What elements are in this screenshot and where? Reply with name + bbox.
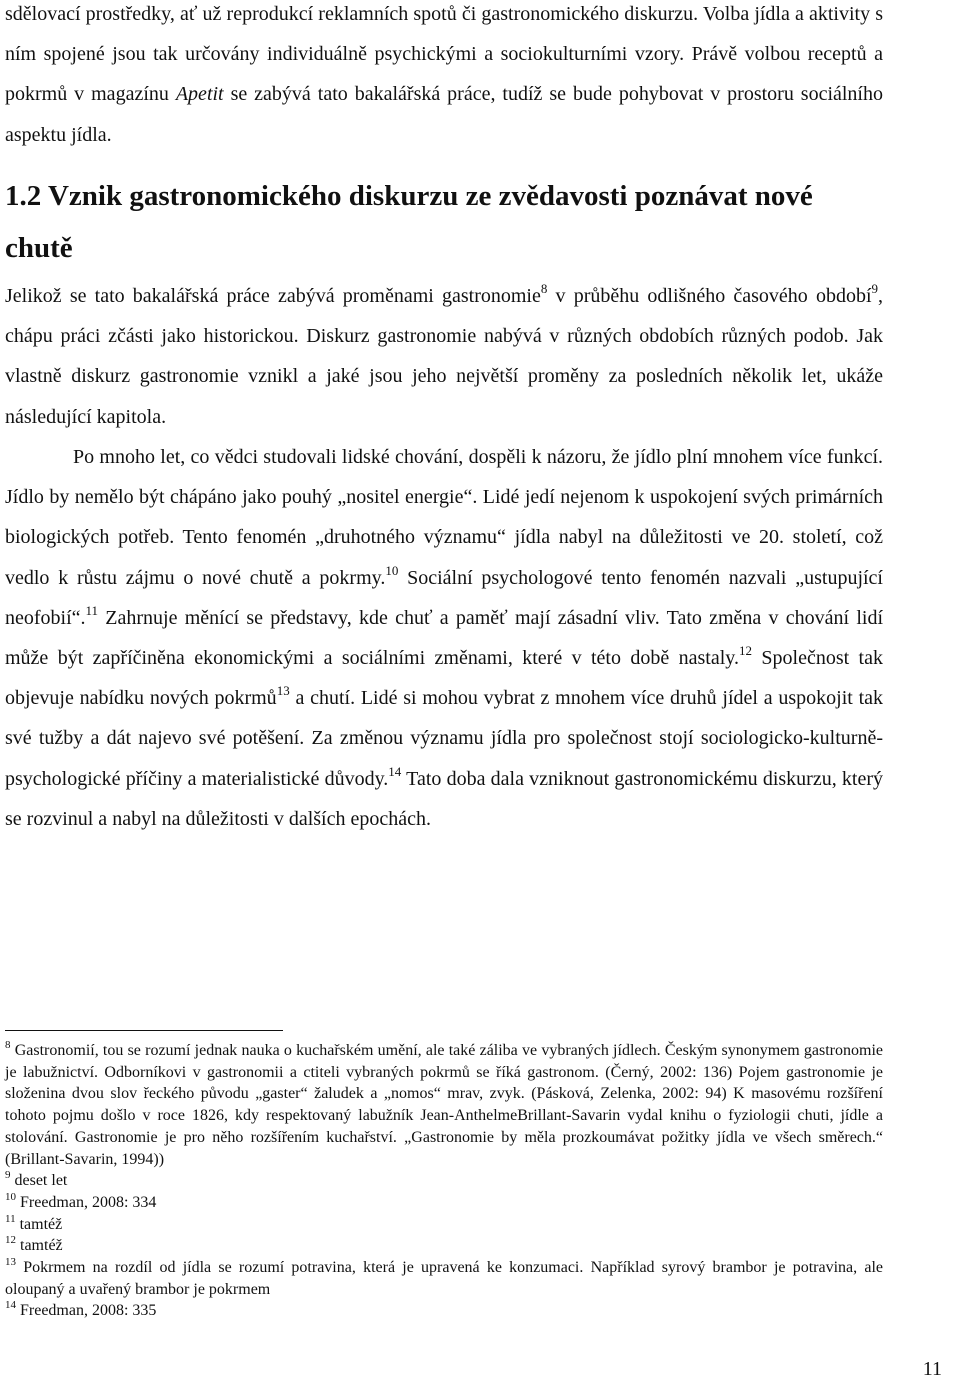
footnotes [5, 1040, 883, 1322]
magazine-title: Apetit [175, 83, 224, 106]
footnote-number: 11 [5, 1212, 16, 1225]
footnote-ref-14: 14 [388, 763, 402, 779]
footnote-number: 12 [5, 1234, 16, 1247]
page-number: 11 [922, 1358, 942, 1380]
paragraph-text: , chápu práci zčásti jako historickou. Diskurz gastronomie nabývá v různých obdobích různých podob. Jak vlastně diskurz gastronomie vznikl a jaké jsou jeho největší proměny za posledních několik let, ukáže následující kapitola. [5, 285, 884, 428]
section-heading: 1.2 Vznik gastronomického diskurzu ze zvědavosti poznávat nové chutě [5, 180, 813, 264]
footnote-11 [5, 1214, 883, 1236]
footnote-number: 10 [5, 1190, 16, 1203]
footnote-ref-8: 8 [540, 281, 548, 296]
footnote-10 [5, 1192, 883, 1214]
footnote-ref-11: 11 [85, 602, 99, 618]
footnote-text: Pokrmem na rozdíl od jídla se rozumí potravina, která je upravená ke konzumaci. Například syrový brambor je potravina, ale oloupaný a uvařený brambor je pokrmem [5, 1259, 883, 1298]
paragraph-text: Jelikož se tato bakalářská práce zabývá proměnami gastronomie [5, 285, 541, 307]
footnote-12 [5, 1235, 883, 1257]
footnote-text: tamtéž [16, 1237, 63, 1255]
paragraph-text: v průběhu odlišného časového období [547, 285, 872, 307]
footnote-text: Gastronomií, tou se rozumí jednak nauka o kuchařském umění, ale také záliba ve vybraných jídlech. Českým synonymem gastronomie je labužnictví. Odborníkovi v gastronomii a ctiteli vybraných pokrmů se říká gastronom. (Černý, 2002: 136) Pojem gastronomie je složenina dvou slov řeckého původu „gaster“ žaludek a „nomos“ mrav, zvyk. (Pásková, Zelenka, 2002: 94) K masovému rozšíření tohoto pojmu došlo v roce 1826, kdy respektovaný labužník Jean-AnthelmeBrillant-Savarin vydal knihu o fyziologii chuti, jídle a stolování. Gastronomie je pro něho rozšířením kuchařství. „Gastronomie by měla prozkoumávat požitky jídla ve všech směrech.“ (Brillant-Savarin, 1994)) [5, 1042, 883, 1168]
footnote-ref-9: 9 [871, 281, 879, 296]
footnote-text: deset let [10, 1172, 68, 1190]
intro-text: sdělovací prostředky, ať už reprodukcí reklamních spotů či gastronomického diskurzu. Volba jídla a aktivity s ním spojené jsou tak určovány individuálně psychickými a sociokulturními vzory. Právě volbou receptů a pokrmů v magazínu [5, 3, 883, 106]
paragraph-text: Po mnoho let, co vědci studovali lidské chování, dospěli k názoru, že jídlo plní mnohem více funkcí. Jídlo by nemělo být chápáno jako pouhý „nositel energie“. Lidé jedí nejenom k uspokojení svých primárních biologických potřeb. Tento fenomén „druhotného významu“ jídla nabyl na důležitosti ve 20. století, což vedlo k růstu zájmu o nové chutě a pokrmy. [5, 446, 883, 589]
footnote-9 [5, 1170, 883, 1192]
footnote-number: 9 [5, 1169, 11, 1182]
paragraph-2 [5, 437, 883, 839]
footnote-ref-10: 10 [385, 562, 399, 578]
paragraph-text: Sociální psychologové tento fenomén nazvali „ustupující neofobií“. [5, 566, 883, 629]
footnote-separator [5, 1030, 283, 1031]
footnote-text: tamtéž [15, 1215, 63, 1233]
footnote-text: Freedman, 2008: 335 [16, 1302, 157, 1320]
footnote-number: 13 [5, 1256, 16, 1269]
intro-paragraph [5, 0, 883, 155]
paragraph-text: a chutí. Lidé si mohou vybrat z mnohem více druhů jídel a uspokojit tak své tužby a dát najevo své potěšení. Za změnou významu jídla pro společnost stojí sociologicko-kulturně-psychologické příčiny a materialistické důvody. [5, 687, 883, 790]
footnote-8 [5, 1040, 883, 1170]
footnote-ref-13: 13 [276, 683, 290, 699]
footnote-number: 8 [5, 1039, 11, 1051]
footnote-14 [5, 1300, 883, 1322]
paragraph-text: Zahrnuje měnící se představy, kde chuť a paměť mají zásadní vliv. Tato změna v chování lidí může být zapříčiněna ekonomickými a sociálními změnami, které v této době nastaly. [5, 606, 883, 670]
footnote-number: 14 [5, 1299, 16, 1312]
paragraph-1 [5, 276, 883, 437]
paragraph-text: Společnost tak objevuje nabídku nových pokrmů [5, 647, 883, 710]
footnote-text: Freedman, 2008: 334 [16, 1193, 157, 1211]
intro-text-end: se zabývá tato bakalářská práce, tudíž se bude pohybovat v prostoru sociálního aspektu jídla. [5, 83, 883, 146]
footnote-ref-12: 12 [739, 643, 752, 659]
paragraph-text: Tato doba dala vzniknout gastronomickému diskurzu, který se rozvinul a nabyl na důležitosti v dalších epochách. [5, 767, 884, 830]
footnote-13 [5, 1257, 883, 1300]
